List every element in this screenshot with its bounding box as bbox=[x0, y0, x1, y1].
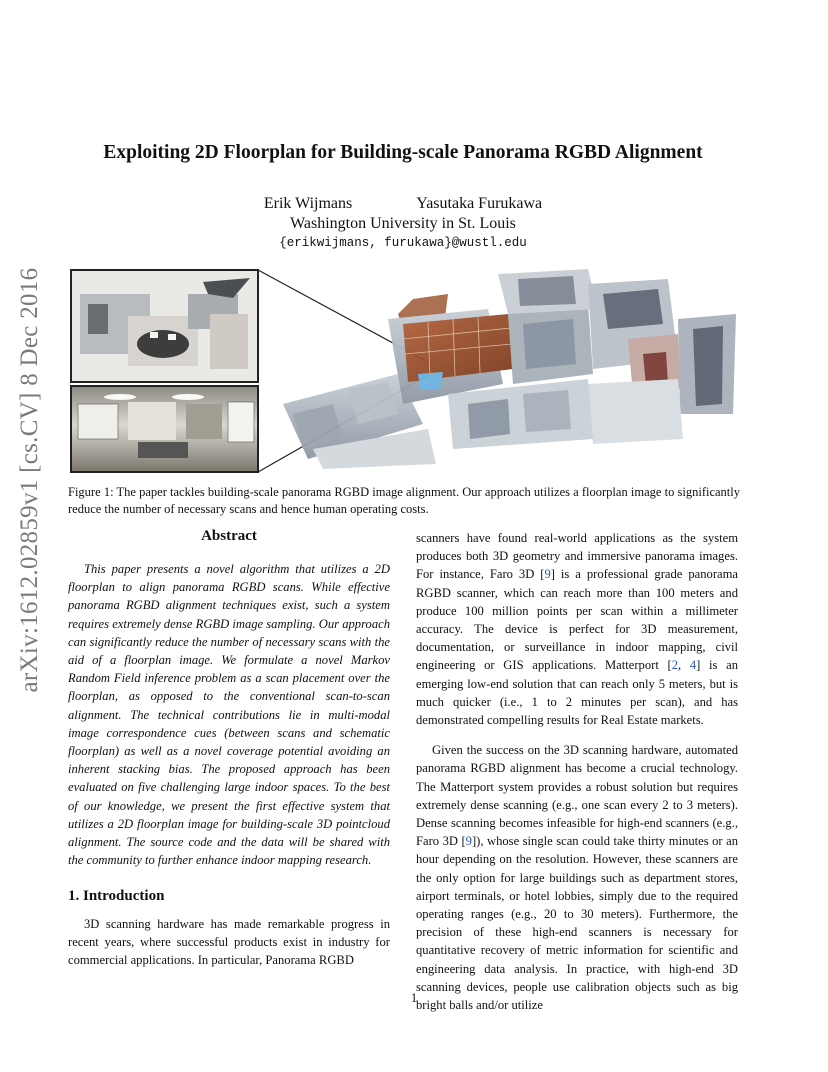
abstract-heading: Abstract bbox=[201, 528, 257, 544]
arxiv-stamp: arXiv:1612.02859v1 [cs.CV] 8 Dec 2016 bbox=[16, 267, 43, 693]
paper-title: Exploiting 2D Floorplan for Building-scale Panorama RGBD Alignment bbox=[103, 142, 703, 163]
affiliation: Washington University in St. Louis bbox=[290, 215, 516, 232]
abstract-body bbox=[68, 560, 390, 869]
intro-paragraph: 3D scanning hardware has made remarkable progress in recent years, where successful products exist in industry for commercial applications. In particular, Panorama RGBD bbox=[68, 917, 390, 968]
section-heading-introduction: 1. Introduction bbox=[68, 888, 165, 904]
citation-link[interactable]: 4 bbox=[689, 658, 697, 673]
author-emails: {erikwijmans, furukawa}@wustl.edu bbox=[279, 236, 527, 250]
right-paragraph-2: Given the success on the 3D scanning hardware, automated panorama RGBD alignment has become a crucial technology. The Matterport system provides a robust solution but requires extremely dense scanning (e.g., one scan every 2 to 3 meters). Dense scanning becomes infeasible for high-end scanners (e.g., Faro 3D [9]), whose single scan could take thirty minutes or an hour depending on the resolution. However, these scanners are the only option for large buildings such as department stores, airport terminals, or hotel lobbies, simply due to the required operating ranges (e.g., 20 to 30 meters). Furthermore, the precision of these high-end scanners is necessary for quantitative recovery of metric information for scientific and engineering data analysis. In practice, with high-end 3D scanning devices, people use calibration objects such as big bright balls and/or utilize bbox=[416, 743, 739, 1013]
scan-topview-inset bbox=[71, 270, 258, 382]
right-column bbox=[416, 529, 738, 1014]
citation-link[interactable]: 9 bbox=[544, 567, 551, 582]
citation-link[interactable]: 2 bbox=[671, 658, 679, 673]
author-list bbox=[68, 195, 738, 213]
author-name: Yasutaka Furukawa bbox=[416, 195, 543, 212]
pointcloud-render bbox=[283, 269, 736, 469]
citation-link[interactable]: 9 bbox=[465, 834, 472, 849]
right-paragraph-1: scanners have found real-world applications as the system produces both 3D geometry and immersive panorama images. For instance, Faro 3D [9] is a professional grade panorama RGBD scanner, which can reach more than 100 meters and produce 100 million points per scan within a millimeter accuracy. The device is perfect for 3D measurement, documentation, or surveillance in indoor mapping, civil engineering or GIS applications. Matterport [2, 4] is an emerging low-end solution that can reach only 5 meters, but is much quicker (i.e., 1 to 2 minutes per scan), and has demonstrated compelling results for Real Estate markets. bbox=[416, 531, 739, 728]
teaser-figure bbox=[68, 264, 740, 476]
introduction-body bbox=[68, 915, 390, 970]
page-number: 1 bbox=[410, 991, 418, 1005]
abstract-paragraph: This paper presents a novel algorithm that utilizes a 2D floorplan to align panorama RGBD scans. While effective panorama RGBD alignment techniques exist, such a system requires extremely dense RGBD image sampling. Our approach can significantly reduce the number of necessary scans with the aid of a floorplan image. We formulate a novel Markov Random Field inference problem as a scan placement over the floorplan, as opposed to the conventional scan-to-scan alignment. The technical contributions lie in multi-modal image correspondence cues (between scans and schematic floorplan) as well as a novel coverage potential avoiding an inherent stacking bias. The proposed approach has been evaluated on five challenging large indoor spaces. To the best of our knowledge, we present the first effective system that utilizes a 2D floorplan image for building-scale 3D pointcloud alignment. The source code and the data will be shared with the community to further enhance indoor mapping research. bbox=[68, 562, 391, 868]
figure-caption: Figure 1: The paper tackles building-scale panorama RGBD image alignment. Our approach utilizes a floorplan image to significantly reduce the number of necessary scans and hence human operating costs. bbox=[68, 485, 740, 516]
panorama-inset bbox=[71, 386, 258, 472]
author-name: Erik Wijmans bbox=[263, 195, 353, 212]
